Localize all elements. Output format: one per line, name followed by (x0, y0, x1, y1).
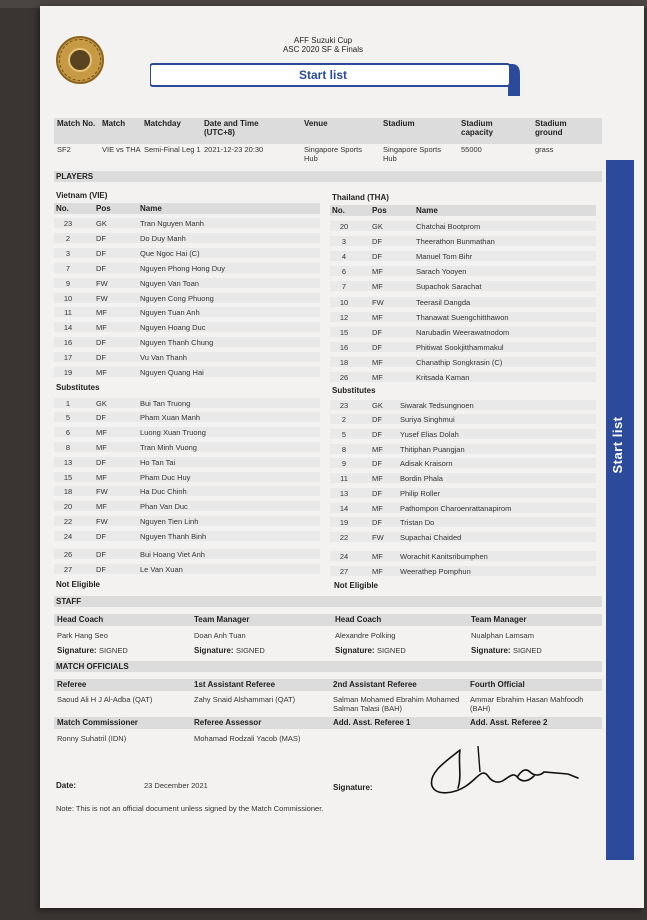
away-sub-pos: DF (372, 415, 382, 424)
away-sub-name: Weerathep Pomphun (400, 567, 471, 576)
away-sub-no: 23 (339, 401, 349, 410)
signature-label: Signature: (333, 783, 373, 792)
disclaimer-note: Note: This is not an official document unless signed by the Match Commissioner. (56, 804, 324, 813)
staff-signature-value-0: SIGNED (99, 646, 128, 655)
away-sub-no: 2 (341, 415, 347, 424)
home-starter-name: Nguyen Quang Hai (140, 368, 204, 377)
home-sub-no: 15 (63, 473, 73, 482)
home-sub-no: 24 (63, 532, 73, 541)
home-sub-pos: DF (96, 532, 106, 541)
away-sub-pos: GK (372, 401, 383, 410)
home-sub-no: 18 (63, 487, 73, 496)
away-starter-no: 10 (339, 297, 349, 307)
home-starter-pos: MF (96, 308, 107, 318)
away-sub-name: Tristan Do (400, 518, 435, 527)
official-role-0: Referee (57, 680, 87, 689)
away-sub-name: Supachai Chaided (400, 533, 462, 542)
away-substitutes-label: Substitutes (332, 386, 376, 395)
away-sub-name: Yusef Elias Dolah (400, 430, 459, 439)
home-sub-name: Luong Xuan Truong (140, 428, 206, 437)
away-starter-name: Supachok Sarachat (416, 282, 482, 292)
away-sub-row (330, 414, 596, 424)
away-sub-pos: DF (372, 459, 382, 468)
home-sub-name: Le Van Xuan (140, 565, 183, 574)
aff-logo-icon (56, 36, 104, 84)
home-starter-pos: DF (96, 248, 106, 258)
match-header-2: Matchday (144, 119, 181, 128)
staff-signature-label-1: Signature: (194, 646, 234, 655)
staff-role-3: Team Manager (471, 615, 527, 624)
official2-role-0: Match Commissioner (57, 718, 138, 727)
home-starter-no: 14 (63, 323, 73, 333)
away-starter-pos: DF (372, 237, 382, 247)
home-starter-row (54, 233, 320, 243)
away-starter-name: Teerasil Dangda (416, 297, 471, 307)
away-starter-name: Chatchai Bootprom (416, 222, 481, 231)
home-starter-name: Nguyen Phong Hong Duy (140, 263, 226, 273)
away-sub-no: 19 (339, 518, 349, 527)
staff-role-0: Head Coach (57, 615, 104, 624)
home-sub-no: 6 (65, 428, 71, 437)
staff-name-0: Park Hang Seo (57, 631, 108, 640)
home-sub-pos: DF (96, 413, 106, 422)
home-sub-name: Ho Tan Tai (140, 458, 176, 467)
away-team-name: Thailand (THA) (332, 193, 389, 202)
away-sub-pos: FW (372, 533, 384, 542)
away-starter-pos: MF (372, 357, 383, 367)
home-col-header-band (54, 203, 320, 214)
official-name-1: Zahy Snaid Alshammari (QAT) (194, 695, 296, 704)
staff-name-2: Alexandre Polking (335, 631, 396, 640)
away-starter-name: Theerathon Bunmathan (416, 237, 495, 247)
home-starter-pos: FW (96, 293, 108, 303)
home-sub-name: Phan Van Duc (140, 502, 188, 511)
away-starter-name: Chanathip Songkrasin (C) (416, 357, 503, 367)
away-sub-row (330, 458, 596, 468)
away-sub-no: 5 (341, 430, 347, 439)
match-header-6: Stadium capacity (461, 119, 494, 137)
match-value-7: grass (535, 145, 554, 154)
match-value-4: Singapore Sports Hub (304, 145, 362, 163)
event-name: AFF Suzuki Cup (293, 36, 353, 45)
away-sub-pos: MF (372, 504, 383, 513)
home-starter-pos: MF (96, 323, 107, 333)
staff-role-1: Team Manager (194, 615, 250, 624)
home-starter-name: Vu Van Thanh (140, 353, 187, 363)
staff-band (54, 596, 602, 607)
home-sub-no: 22 (63, 517, 73, 526)
away-sub-name: Pathompon Charoenrattanapirom (400, 504, 512, 513)
event-heading (258, 36, 388, 54)
home-starter-name: Nguyen Hoang Duc (140, 323, 206, 333)
official2-name-0: Ronny Suhatril (IDN) (57, 734, 127, 743)
away-starter-pos: MF (372, 312, 383, 322)
home-starter-name: Do Duy Manh (140, 233, 186, 243)
home-starter-no: 10 (63, 293, 73, 303)
home-sub-row (54, 486, 320, 496)
away-sub-no: 9 (341, 459, 347, 468)
away-sub-row (330, 517, 596, 527)
match-value-1: VIE vs THA (102, 145, 141, 154)
away-sub-no: 11 (340, 474, 348, 483)
away-col-pos: Pos (372, 206, 387, 215)
away-sub-row (330, 532, 596, 542)
staff-signature-label-0: Signature: (57, 646, 97, 655)
away-starter-name: Phitiwat Sookjitthammakul (416, 342, 504, 352)
home-sub-name: Bui Tan Truong (140, 399, 191, 408)
away-starter-no: 6 (341, 267, 347, 277)
home-starter-name: Nguyen Van Toan (140, 278, 199, 288)
official2-role-1: Referee Assessor (194, 718, 262, 727)
staff-name-3: Nualphan Lamsam (471, 631, 534, 640)
home-starter-pos: DF (96, 263, 106, 273)
match-value-5: Singapore Sports Hub (383, 145, 441, 163)
date-value: 23 December 2021 (144, 781, 208, 790)
logo-ball (68, 48, 92, 72)
home-sub-pos: MF (96, 502, 107, 511)
official2-role-2: Add. Asst. Referee 1 (333, 718, 411, 727)
away-sub-pos: MF (372, 552, 383, 561)
away-col-no: No. (332, 206, 345, 215)
away-sub-no: 8 (341, 445, 347, 454)
official2-name-1: Mohamad Rodzali Yacob (MAS) (194, 734, 301, 743)
home-team-name: Vietnam (VIE) (56, 191, 108, 200)
away-starter-name: Narubadin Weerawatnodom (416, 327, 510, 337)
official-role-2: 2nd Assistant Referee (333, 680, 417, 689)
official-role-1: 1st Assistant Referee (194, 680, 276, 689)
home-sub-name: Tran Minh Vuong (140, 443, 197, 452)
home-sub-name: Nguyen Tien Linh (140, 517, 199, 526)
home-sub-name: Nguyen Thanh Binh (140, 532, 207, 541)
staff-role-2: Head Coach (335, 615, 382, 624)
home-sub-name: Pham Duc Huy (140, 473, 191, 482)
home-sub-pos: DF (96, 458, 106, 467)
home-starter-no: 3 (65, 248, 71, 258)
home-sub-row (54, 564, 320, 574)
away-sub-name: Siwarak Tedsungnoen (400, 401, 474, 410)
home-starter-name: Nguyen Thanh Chung (140, 338, 214, 348)
match-header-3: Date and Time (UTC+8) (204, 119, 259, 137)
staff-signature-value-2: SIGNED (377, 646, 406, 655)
match-value-0: SF2 (57, 145, 71, 154)
home-sub-pos: MF (96, 473, 107, 482)
away-sub-name: Adisak Kraisorn (400, 459, 453, 468)
home-sub-pos: MF (96, 443, 107, 452)
home-starter-pos: GK (96, 219, 107, 228)
home-sub-pos: GK (96, 399, 107, 408)
players-band (54, 171, 602, 182)
home-sub-pos: FW (96, 487, 108, 496)
home-sub-no: 1 (65, 399, 71, 408)
official-role-3: Fourth Official (470, 680, 525, 689)
away-starter-name: Sarach Yooyen (416, 267, 467, 277)
match-header-7: Stadium ground (535, 119, 567, 137)
away-starter-no: 7 (341, 282, 347, 292)
away-sub-pos: MF (372, 474, 383, 483)
match-value-2: Semi-Final Leg 1 (144, 145, 201, 154)
date-label: Date: (56, 781, 77, 790)
match-value-6: 55000 (461, 145, 482, 154)
home-starter-no: 16 (63, 338, 73, 348)
home-col-no: No. (56, 204, 69, 213)
staff-name-1: Doan Anh Tuan (194, 631, 246, 640)
home-sub-no: 5 (65, 413, 71, 422)
side-label: Start list (610, 416, 625, 474)
away-starter-no: 4 (341, 252, 347, 262)
event-stage: ASC 2020 SF & Finals (282, 45, 364, 54)
away-starter-no: 26 (339, 373, 349, 382)
away-sub-no: 14 (339, 504, 349, 513)
away-sub-name: Thitiphan Puangjan (400, 445, 465, 454)
home-not-eligible: Not Eligible (56, 580, 100, 589)
away-col-header-band (330, 205, 596, 216)
home-starter-pos: MF (96, 368, 107, 377)
match-header-5: Stadium (383, 119, 415, 128)
away-starter-no: 16 (339, 342, 349, 352)
home-col-pos: Pos (96, 204, 111, 213)
home-starter-no: 23 (63, 219, 73, 228)
home-starter-pos: FW (96, 278, 108, 288)
home-sub-no: 20 (63, 502, 73, 511)
away-sub-pos: DF (372, 518, 382, 527)
home-starter-no: 2 (65, 233, 71, 243)
staff-signature-label-2: Signature: (335, 646, 375, 655)
home-starter-no: 17 (63, 353, 73, 363)
home-sub-no: 8 (65, 443, 71, 452)
home-sub-name: Ha Duc Chinh (140, 487, 187, 496)
away-starter-no: 18 (339, 357, 349, 367)
home-sub-name: Bui Hoang Viet Anh (140, 550, 205, 559)
away-starter-pos: MF (372, 282, 383, 292)
away-starter-pos: MF (372, 373, 383, 382)
officials-label: MATCH OFFICIALS (56, 662, 129, 671)
away-sub-pos: DF (372, 489, 382, 498)
away-sub-row (330, 429, 596, 439)
home-starter-no: 11 (64, 308, 72, 318)
home-starter-name: Tran Nguyen Manh (140, 219, 204, 228)
away-starter-no: 20 (339, 222, 349, 231)
commissioner-signature (418, 742, 588, 804)
staff-signature-label-3: Signature: (471, 646, 511, 655)
page-title: Start list (298, 68, 347, 82)
match-header-4: Venue (304, 119, 328, 128)
home-starter-no: 9 (65, 278, 71, 288)
away-sub-name: Suriya Singhmui (400, 415, 455, 424)
away-starter-no: 15 (339, 327, 349, 337)
official-name-0: Saoud Ali H J Al-Adba (QAT) (57, 695, 153, 704)
match-header-0: Match No. (57, 119, 96, 128)
home-sub-no: 13 (63, 458, 73, 467)
home-col-name: Name (140, 204, 162, 213)
home-substitutes-label: Substitutes (56, 383, 100, 392)
away-starter-name: Manuel Tom Bihr (416, 252, 473, 262)
staff-signature-value-3: SIGNED (513, 646, 542, 655)
away-sub-no: 13 (339, 489, 349, 498)
away-starter-pos: MF (372, 267, 383, 277)
away-col-name: Name (416, 206, 438, 215)
away-starter-pos: DF (372, 342, 382, 352)
home-starter-name: Que Ngoc Hai (C) (140, 248, 200, 258)
home-starter-row (54, 352, 320, 362)
match-header-1: Match (102, 119, 126, 128)
home-sub-row (54, 457, 320, 467)
home-sub-pos: DF (96, 565, 106, 574)
away-sub-row (330, 488, 596, 498)
home-sub-no: 27 (63, 565, 73, 574)
away-sub-name: Worachit Kanitsribumphen (400, 552, 488, 561)
home-starter-no: 7 (65, 263, 71, 273)
home-sub-pos: FW (96, 517, 108, 526)
side-accent-bar (606, 160, 634, 860)
away-sub-no: 24 (339, 552, 349, 561)
staff-signature-value-1: SIGNED (236, 646, 265, 655)
official-name-2: Salman Mohamed Ebrahim Mohamed Salman Talasi (BAH) (333, 695, 460, 713)
away-sub-name: Bordin Phala (400, 474, 443, 483)
home-starter-name: Nguyen Cong Phuong (140, 293, 214, 303)
away-not-eligible: Not Eligible (334, 581, 378, 590)
staff-label: STAFF (56, 597, 82, 606)
home-starter-no: 19 (63, 368, 73, 377)
away-starter-pos: DF (372, 327, 382, 337)
away-sub-no: 27 (339, 567, 349, 576)
away-sub-pos: MF (372, 567, 383, 576)
away-starter-pos: DF (372, 252, 382, 262)
home-starter-pos: DF (96, 353, 106, 363)
home-starter-pos: DF (96, 233, 106, 243)
away-starter-name: Kritsada Kaman (416, 373, 470, 382)
official-name-3: Ammar Ebrahim Hasan Mahfoodh (BAH) (470, 695, 584, 713)
away-sub-row (330, 473, 596, 483)
players-label: PLAYERS (56, 172, 94, 181)
away-sub-pos: MF (372, 445, 383, 454)
official2-role-3: Add. Asst. Referee 2 (470, 718, 548, 727)
away-starter-no: 3 (341, 237, 347, 247)
away-sub-no: 22 (339, 533, 349, 542)
away-sub-name: Philip Roller (400, 489, 441, 498)
away-starter-pos: GK (372, 222, 383, 231)
home-starter-name: Nguyen Tuan Anh (140, 308, 200, 318)
officials-band (54, 661, 602, 672)
home-starter-pos: DF (96, 338, 106, 348)
home-sub-no: 26 (63, 550, 73, 559)
away-starter-no: 12 (339, 312, 349, 322)
away-starter-pos: FW (372, 297, 384, 307)
home-sub-pos: MF (96, 428, 107, 437)
away-sub-pos: DF (372, 430, 382, 439)
home-sub-name: Pham Xuan Manh (140, 413, 201, 422)
match-value-3: 2021-12-23 20:30 (204, 145, 264, 154)
away-starter-name: Thanawat Suengchitthawon (416, 312, 509, 322)
home-sub-pos: DF (96, 550, 106, 559)
